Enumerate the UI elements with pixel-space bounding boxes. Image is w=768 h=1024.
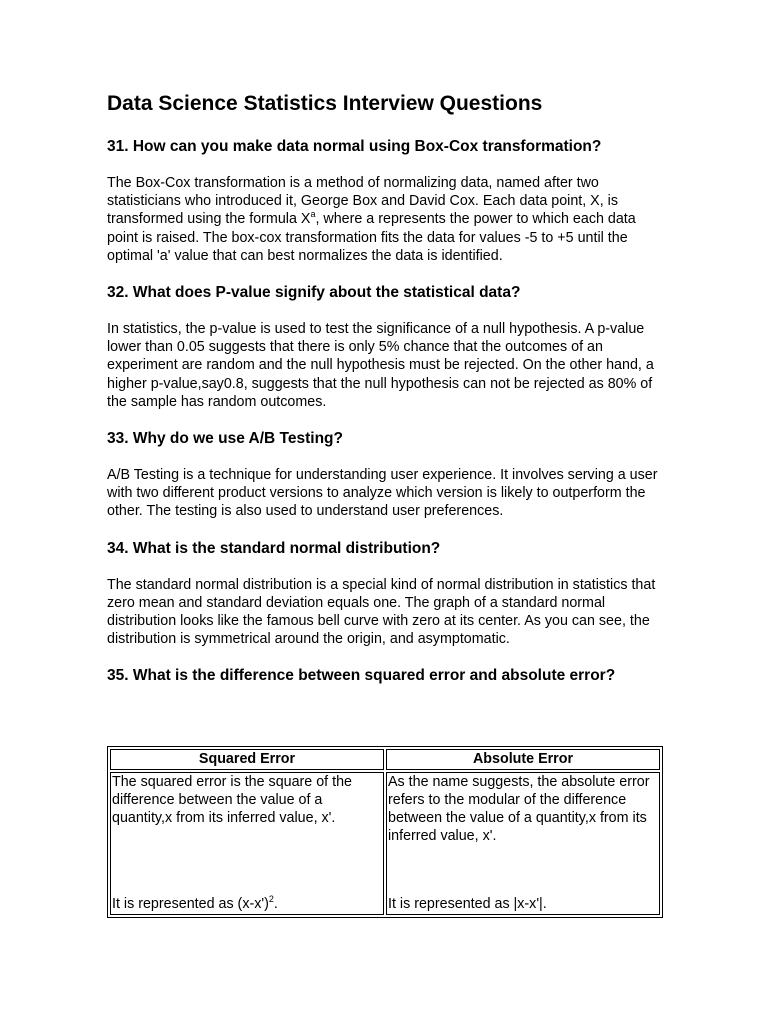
squared-error-header: Squared Error [110,749,384,769]
question-33-heading: 33. Why do we use A/B Testing? [107,430,343,448]
question-31-answer [107,174,667,265]
question-31-answer-post: , where a represents the power to which each data point is raised. The box-cox transformation fits the data for values -5 to +5 until the optimal 'a' value that can best normalizes the data is identified. [107,211,636,264]
error-comparison-table [107,746,663,917]
table-header-row [110,749,660,769]
squared-error-representation [112,895,278,913]
document-title: Data Science Statistics Interview Questions [107,92,543,115]
squared-rep-post: . [273,896,278,913]
question-32-answer: In statistics, the p-value is used to test the significance of a null hypothesis. A p-value lower than 0.05 suggests that there is only 5% chance that the outcomes of an experiment are random and the null hypothesis must be rejected. On the other hand, a higher p-value,say0.8, suggests that the null hypothesis can not be rejected as 80% of the sample has random outcomes. [107,321,654,410]
squared-error-definition: The squared error is the square of the difference between the value of a quantity,x from its inferred value, x'. [112,773,353,827]
squared-rep-pre: It is represented as (x-x') [112,896,269,913]
absolute-error-representation: It is represented as |x-x'|. [388,896,547,913]
question-31-answer-pre: The Box-Cox transformation is a method of normalizing data, named after two statisticians who introduced it, George Box and David Cox. Each data point, X, is transformed using the formula X [107,175,618,228]
question-34-answer: The standard normal distribution is a special kind of normal distribution in statistics that zero mean and standard deviation equals one. The graph of a standard normal distribution looks like the famous bell curve with zero at its center. As you can see, the distribution is symmetrical around the origin, and asymptomatic. [107,576,656,648]
question-34-heading: 34. What is the standard normal distribution? [107,539,441,557]
document-page [107,90,667,918]
question-32-heading: 32. What does P-value signify about the statistical data? [107,284,521,302]
squared-rep-sup: 2 [268,894,274,905]
absolute-error-cell [386,772,660,915]
question-31-answer-sup: a [310,209,316,220]
question-31-heading: 31. How can you make data normal using Box-Cox transformation? [107,138,602,155]
question-35-heading: 35. What is the difference between squared error and absolute error? [107,667,616,685]
squared-error-cell [110,772,384,915]
question-33-answer: A/B Testing is a technique for understanding user experience. It involves serving a user with two different product versions to analyze which version is likely to outperform the other. The testing is also used to understand user preferences. [107,467,658,520]
absolute-error-definition: As the name suggests, the absolute error refers to the modular of the difference between the value of a quantity,x from its inferred value, x'. [388,773,650,845]
absolute-error-header: Absolute Error [386,749,660,769]
table-row [110,772,660,915]
